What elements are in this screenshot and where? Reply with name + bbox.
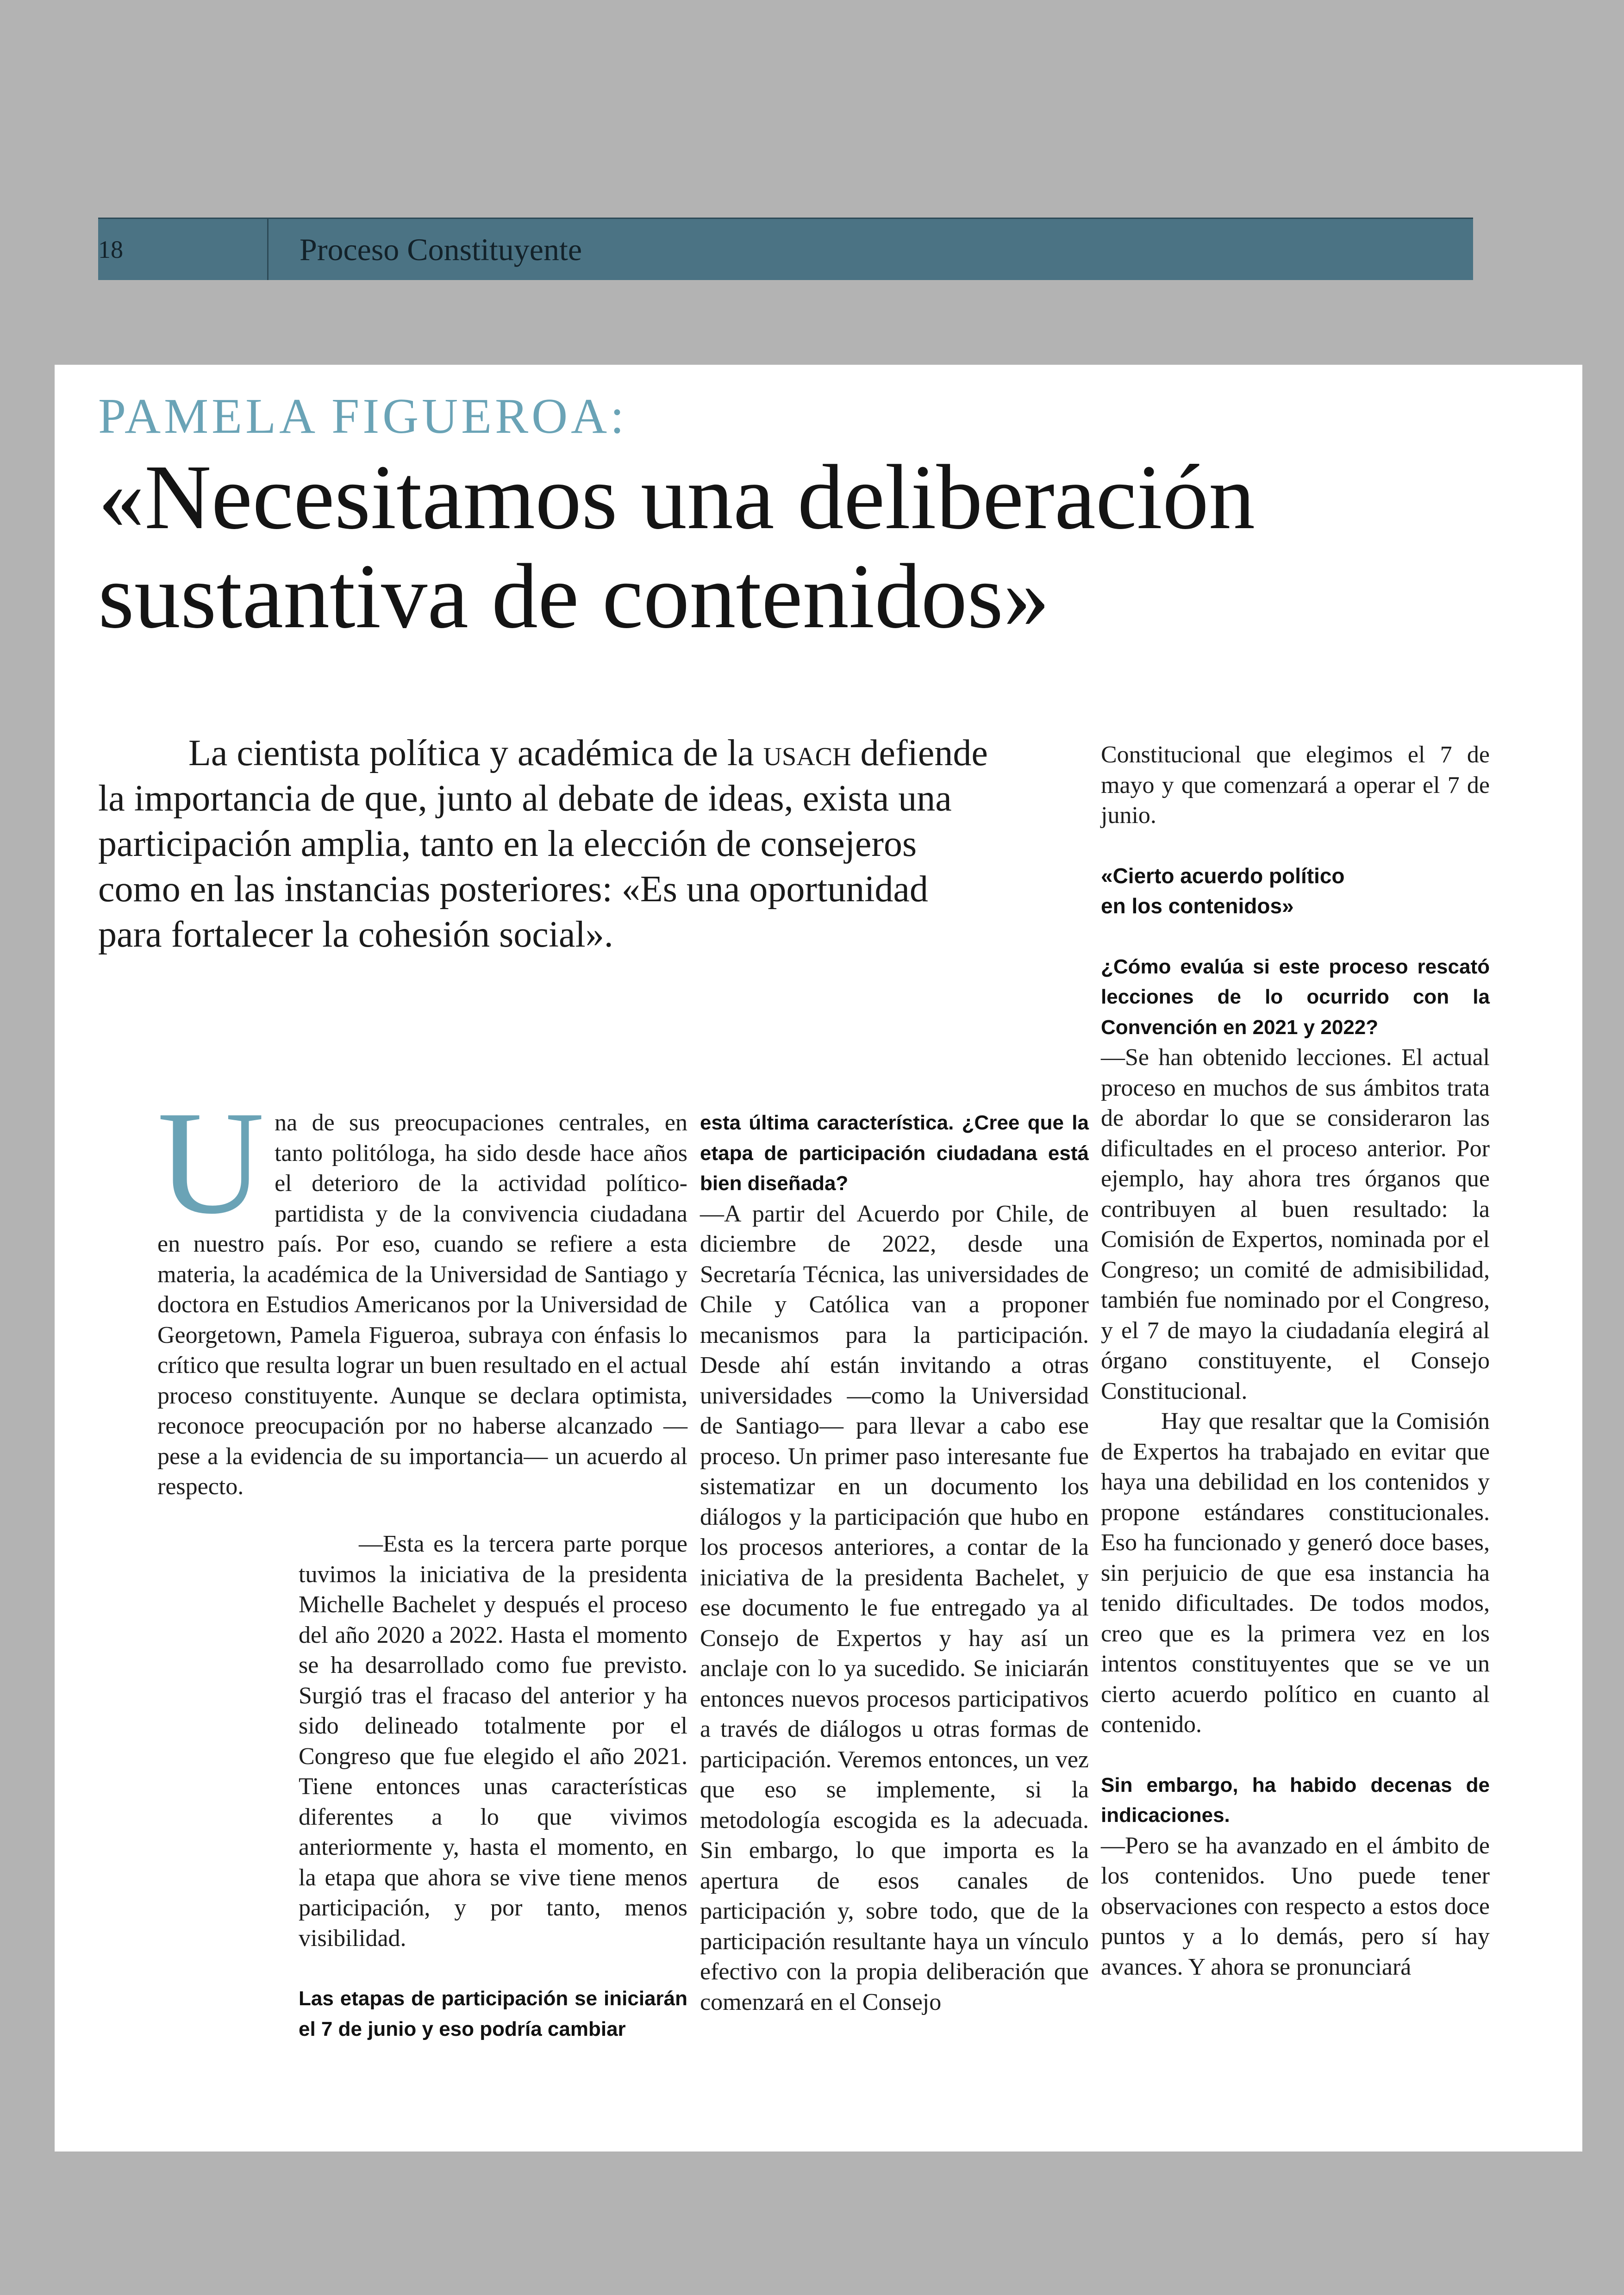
- answer-2-end: Constitucional que elegimos el 7 de mayo y que comenzará a operar el 7 de junio.: [1101, 742, 1490, 829]
- title-line-1: «Necesitamos una deliberación: [98, 446, 1255, 549]
- lede-line-2: la importancia de que, junto al debate de ideas, exista una: [98, 778, 952, 819]
- lede-text: La cientista política y académica de la: [188, 733, 763, 773]
- lede-line-5: para fortalecer la cohesión social».: [98, 914, 613, 955]
- answer-3-continued: Hay que resaltar que la Comisión de Expertos ha trabajado en evitar que haya una debilidad en los contenidos y propone estándares constitucionales. Eso ha funcionado y generó doce bases, sin perjuicio de que esa instancia ha tenido dificultades. De todos modos, creo que es la primera vez en los intentos constituyentes que se ve un cierto acuerdo político en cuanto al contenido.: [1101, 1408, 1490, 1738]
- drop-cap: U: [157, 1081, 265, 1245]
- page-number: 18: [98, 236, 123, 263]
- question-2-end: esta última característica. ¿Cree que la etapa de participación ciudadana está bien diseñada?: [700, 1111, 1089, 1195]
- title-line-2: sustantiva de contenidos»: [98, 545, 1050, 648]
- subheading-line-2: en los contenidos»: [1101, 894, 1294, 918]
- lede-text: defiende: [851, 733, 988, 773]
- running-header: [98, 218, 1473, 280]
- answer-2: —A partir del Acuerdo por Chile, de diciembre de 2022, desde una Secretaría Técnica, las universidades de Chile y Católica van a proponer mecanismos para la participación. Desde ahí están invitando a otras universidades —como la Universidad de Santiago— para llevar a cabo ese proceso. Un primer paso interesante fue sistematizar en un documento los diálogos y la participación que hubo en los procesos anteriores, a contar de la iniciativa de la presidenta Bachelet, y ese documento le fue entregado ya al Consejo de Expertos y hay así un anclaje con lo ya sucedido. Se iniciarán entonces nuevos procesos participativos a través de diálogos u otras formas de participación. Veremos entonces, un vez que eso se implemente, si la metodología escogida es la adecuada. Sin embargo, lo que importa es la apertura de esos canales de participación y, sobre todo, que de la participación resultante haya un vínculo efectivo con la propia deliberación que comenzará en el Consejo: [700, 1200, 1089, 2015]
- column-3: [700, 1108, 1089, 2017]
- article-kicker: PAMELA FIGUEROA:: [98, 389, 628, 444]
- intro-text: na de sus preocupaciones centrales, en tanto politóloga, ha sido desde hace años el deterioro de la actividad político-partidista y de la convivencia ciudadana en nuestro país. Por eso, cuando se refiere a esta materia, la académica de la Universidad de Santiago y doctora en Estudios Americanos por la Universidad de Georgetown, Pamela Figueroa, subraya con énfasis lo crítico que resulta lograr un buen resultado en el actual proceso constituyente. Aunque se declara optimista, reconoce preocupación por no haberse alcanzado —pese a la evidencia de su importancia— un acuerdo al respecto.: [157, 1110, 687, 1500]
- column-2: [299, 1529, 687, 2044]
- answer-3: —Se han obtenido lecciones. El actual proceso en muchos de sus ámbitos trata de abordar lo que se consideraron las dificultades en el proceso anterior. Por ejemplo, hay ahora tres órganos que contribuyen al buen resultado: la Comisión de Expertos, nominada por el Congreso; un comité de admisibilidad, también fue nominado por el Congreso, y el 7 de mayo la ciudadanía elegirá al órgano constituyente, el Consejo Constitucional.: [1101, 1044, 1490, 1404]
- lede-line-3: participación amplia, tanto en la elección de consejeros: [98, 823, 917, 864]
- column-4: [1101, 740, 1490, 1982]
- question-3: ¿Cómo evalúa si este proceso rescató lecciones de lo ocurrido con la Convención en 2021 y 2022?: [1101, 955, 1490, 1039]
- article-lede: [98, 730, 1117, 957]
- lede-line-4: como en las instancias posteriores: «Es una oportunidad: [98, 869, 928, 910]
- answer-4: —Pero se ha avanzado en el ámbito de los contenidos. Uno puede tener observaciones con respecto a estos doce puntos y a lo demás, pero sí hay avances. Y ahora se pronunciará: [1101, 1832, 1490, 1980]
- intro-paragraph: [157, 1081, 687, 1502]
- question-4: Sin embargo, ha habido decenas de indicaciones.: [1101, 1773, 1490, 1827]
- answer-1: —Esta es la tercera parte porque tuvimos la iniciativa de la presidenta Michelle Bachelet y después el proceso del año 2020 a 2022. Hasta el momento se ha desarrollado como fue previsto. Surgió tras el fracaso del anterior y ha sido delineado totalmente por el Congreso que fue elegido el año 2021. Tiene entonces unas características diferentes a lo que vivimos anteriormente y, hasta el momento, en la etapa que ahora se vive tiene menos participación, y por tanto, menos visibilidad.: [299, 1531, 687, 1952]
- article-sheet: [55, 365, 1582, 2152]
- question-2-start: Las etapas de participación se iniciarán el 7 de junio y eso podría cambiar: [299, 1987, 687, 2040]
- lede-acronym: usach: [763, 733, 851, 773]
- subheading-line-1: «Cierto acuerdo político: [1101, 863, 1345, 888]
- lede-line-1: [98, 730, 1117, 776]
- article-title: [98, 448, 1487, 646]
- section-title: Proceso Constituyente: [300, 232, 582, 267]
- header-divider: [267, 219, 269, 280]
- column-1: [157, 1081, 687, 1502]
- subheading: [1101, 861, 1490, 922]
